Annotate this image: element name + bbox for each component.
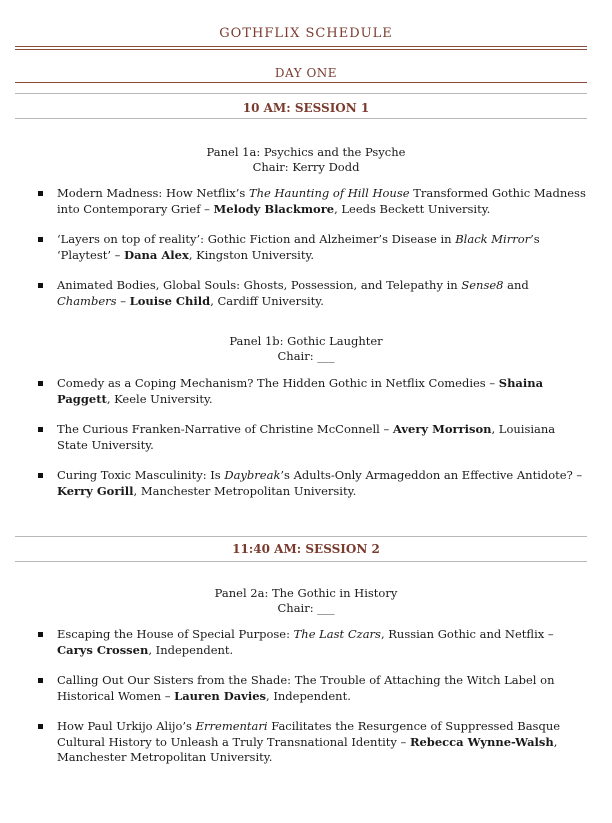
speaker-name: Carys Crossen	[57, 642, 149, 657]
title-rule-bottom	[15, 49, 587, 50]
list-item: Comedy as a Coping Mechanism? The Hidden Gothic in Netflix Comedies – Shaina Paggett, Keele University.	[57, 376, 587, 407]
panel-1a-heading	[0, 145, 612, 175]
list-item: How Paul Urkijo Alijo’s Errementari Facilitates the Resurgence of Suppressed Basque Cultural History to Unleash a Truly Transnational Identity – Rebecca Wynne-Walsh, Manchester Metropolitan University.	[57, 719, 587, 766]
day-rule	[15, 82, 587, 83]
speaker-name: Lauren Davies	[174, 688, 267, 703]
page-title: GOTHFLIX SCHEDULE	[219, 26, 393, 41]
day-heading: DAY ONE	[274, 66, 338, 80]
speaker-name: Louise Child	[129, 293, 211, 308]
bullet-icon	[38, 237, 43, 242]
list-item: Escaping the House of Special Purpose: The Last Czars, Russian Gothic and Netflix – Carys Crossen, Independent.	[57, 627, 587, 658]
list-item: Modern Madness: How Netflix’s The Haunting of Hill House Transformed Gothic Madness into Contemporary Grief – Melody Blackmore, Leeds Beckett University.	[57, 186, 587, 217]
session-1-rule-bottom	[15, 118, 587, 119]
speaker-name: Avery Morrison	[392, 422, 492, 436]
session-1-rule-top	[15, 93, 587, 94]
speaker-name: Melody Blackmore	[213, 201, 335, 216]
bullet-icon	[38, 678, 43, 683]
panel-2a-heading	[0, 586, 612, 616]
title-rule-top	[15, 46, 587, 47]
bullet-icon	[38, 724, 43, 729]
panel-chair: Chair: Kerry Dodd	[252, 160, 360, 174]
session-1-heading: 10 AM: SESSION 1	[242, 101, 370, 115]
session-2-rule-bottom	[15, 561, 587, 562]
panel-1b-heading	[0, 334, 612, 364]
speaker-name: Rebecca Wynne-Walsh	[409, 734, 554, 749]
bullet-icon	[38, 473, 43, 478]
bullet-icon	[38, 283, 43, 288]
speaker-name: Shaina Paggett	[57, 376, 544, 406]
bullet-icon	[38, 381, 43, 386]
panel-title: Panel 1b: Gothic Laughter	[229, 334, 383, 348]
session-2-rule-top	[15, 536, 587, 537]
speaker-name: Kerry Gorill	[57, 483, 134, 498]
speaker-name: Dana Alex	[124, 247, 189, 262]
list-item: ‘Layers on top of reality’: Gothic Fiction and Alzheimer’s Disease in Black Mirror’s ‘Playtest’ – Dana Alex, Kingston University.	[57, 232, 587, 263]
panel-title: Panel 2a: The Gothic in History	[214, 586, 398, 600]
bullet-icon	[38, 427, 43, 432]
list-item: Curing Toxic Masculinity: Is Daybreak’s Adults-Only Armageddon an Effective Antidote? – Kerry Gorill, Manchester Metropolitan University.	[57, 468, 587, 499]
list-item: Calling Out Our Sisters from the Shade: The Trouble of Attaching the Witch Label on Historical Women – Lauren Davies, Independent.	[57, 673, 587, 704]
panel-chair: Chair: ___	[277, 349, 335, 363]
session-2-heading: 11:40 AM: SESSION 2	[232, 542, 380, 556]
bullet-icon	[38, 632, 43, 637]
bullet-icon	[38, 191, 43, 196]
list-item: Animated Bodies, Global Souls: Ghosts, Possession, and Telepathy in Sense8 and Chambers – Louise Child, Cardiff University.	[57, 278, 587, 309]
panel-chair: Chair: ___	[277, 601, 335, 615]
panel-title: Panel 1a: Psychics and the Psyche	[206, 145, 406, 159]
list-item: The Curious Franken-Narrative of Christine McConnell – Avery Morrison, Louisiana State University.	[57, 422, 587, 453]
